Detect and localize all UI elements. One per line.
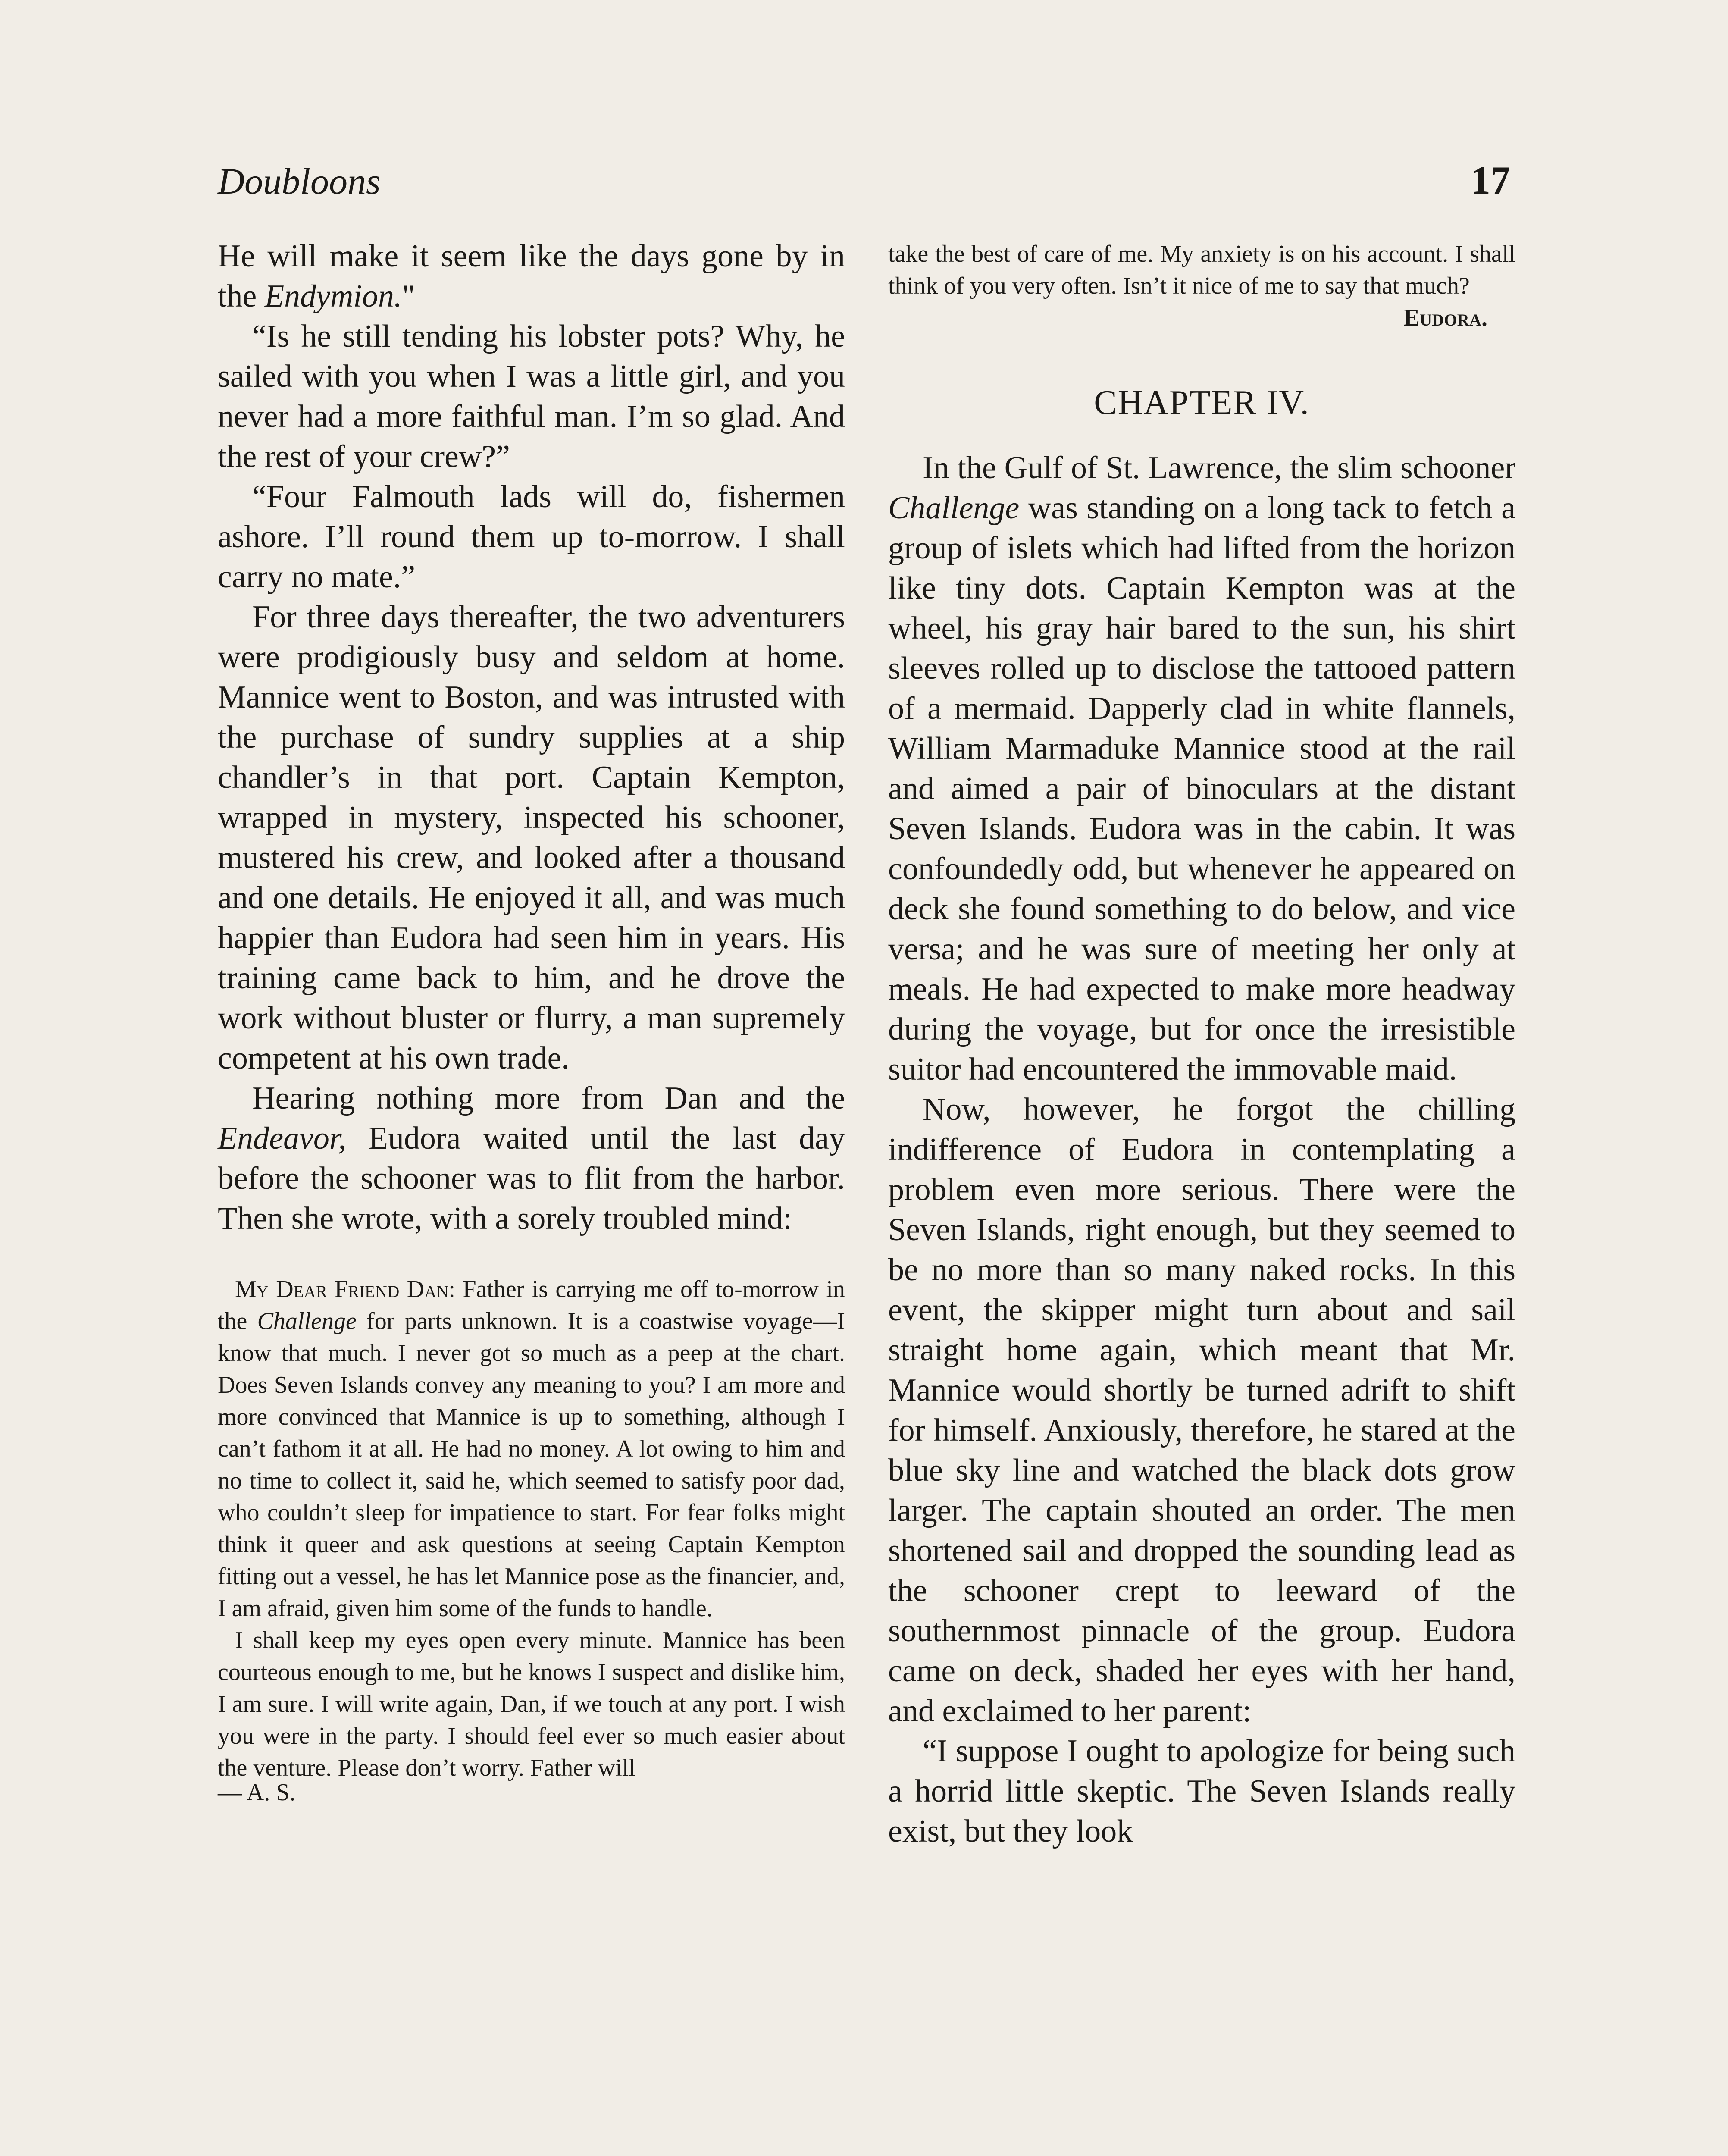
paragraph: “Is he still tending his lobster pots? Why, he sailed with you when I was a little girl, and you never had a more faithful man. I’m so glad. And the rest of your crew?” — [218, 319, 845, 474]
text-run: Father is carrying me off to-morrow in the — [218, 1276, 845, 1335]
paragraph: “I suppose I ought to apologize for being such a horrid little skeptic. The Seven Islands really exist, but they look — [888, 1733, 1515, 1849]
paragraph — [888, 448, 1515, 1090]
page-number: 17 — [1471, 158, 1510, 202]
text-run: for parts unknown. It is a coastwise voyage—I know that much. I never got so much as a peep at the chart. Does Seven Islands convey any meaning to you? I am more and more convinced that Mannice is up to something, although I can’t fathom it at all. He had no money. A lot owing to him and no time to collect it, said he, which seemed to satisfy poor dad, who couldn’t sleep for impatience to start. For fear folks might think it queer and ask questions at seeing Captain Kempton fitting out a vessel, he has let Mannice pose as the financier, and, I am afraid, given him some of the funds to handle. — [218, 1308, 845, 1622]
page-header — [218, 157, 1510, 203]
running-title: Doubloons — [218, 160, 381, 202]
ship-name: Endymion. — [264, 279, 402, 314]
text-run: He will make it seem like the days gone by in the — [218, 238, 845, 314]
right-column — [888, 238, 1515, 1852]
paragraph — [218, 236, 845, 317]
ship-name: Endeavor, — [218, 1121, 346, 1156]
letter-paragraph: I shall keep my eyes open every minute. Mannice has been courteous enough to me, but he knows I suspect and dislike him, I am sure. I will write again, Dan, if we touch at any port. I wish you were in the party. I should feel ever so much easier about the venture. Please don’t worry. Father will — [218, 1627, 845, 1781]
paragraph: For three days thereafter, the two adventurers were prodigiously busy and seldom at home. Mannice went to Boston, and was intrusted with the purchase of sundry supplies at a ship chandler’s in that port. Captain Kempton, wrapped in mystery, inspected his schooner, mustered his crew, and looked after a thousand and one details. He enjoyed it all, and was much happier than Eudora had seen him in years. His training came back to him, and he drove the work without bluster or flurry, a man supremely competent at his own trade. — [218, 599, 845, 1076]
text-run: " — [402, 279, 415, 314]
chapter-heading: CHAPTER IV. — [1094, 384, 1310, 422]
paragraph — [218, 1078, 845, 1239]
text-run: Hearing nothing more from Dan and the — [252, 1081, 845, 1116]
text-run: In the Gulf of St. Lawrence, the slim schooner — [923, 450, 1515, 486]
letter — [218, 1273, 845, 1806]
letter-paragraph — [218, 1273, 845, 1624]
letter-signature: Eudora. — [1403, 304, 1487, 331]
ship-name: Challenge — [257, 1308, 357, 1335]
ship-name: Challenge — [888, 490, 1020, 526]
left-column — [218, 236, 845, 1806]
paragraph: Now, however, he forgot the chilling indifference of Eudora in contemplating a problem even more serious. There were the Seven Islands, right enough, but they seemed to be no more than so many naked rocks. In this event, the skipper might turn about and sail straight home again, which meant that Mr. Mannice would shortly be turned adrift to shift for himself. Anxiously, therefore, he stared at the blue sky line and watched the black dots grow larger. The captain shouted an order. The men shortened sail and dropped the sounding lead as the schooner crept to leeward of the southernmost pinnacle of the group. Eudora came on deck, shaded her eyes with her hand, and exclaimed to her parent: — [888, 1092, 1515, 1729]
letter-salutation: My Dear Friend Dan: — [235, 1276, 455, 1303]
text-run: was standing on a long tack to fetch a group of islets which had lifted from the horizon like tiny dots. Captain Kempton was at the wheel, his gray hair bared to the sun, his shirt sleeves rolled up to disclose the tattooed pattern of a mermaid. Dapperly clad in white flannels, William Marmaduke Mannice stood at the rail and aimed a pair of binoculars at the distant Seven Islands. Eudora was in the cabin. It was confoundedly odd, but whenever he appeared on deck she found something to do below, and vice versa; and he was sure of meeting her only at meals. He had expected to make more headway during the voyage, but for once the irresistible suitor had encountered the immovable maid. — [888, 490, 1515, 1087]
paragraph: “Four Falmouth lads will do, fishermen ashore. I’ll round them up to-morrow. I shall carry no mate.” — [218, 479, 845, 595]
letter-paragraph: take the best of care of me. My anxiety is on his account. I shall think of you very often. Isn’t it nice of me to say that much? — [888, 241, 1515, 299]
cutoff-line: — A. S. — [218, 1779, 296, 1806]
letter-continued — [888, 238, 1515, 302]
text-run: Eudora waited until the last day before the schooner was to flit from the harbor. Then she wrote, with a sorely troubled mind: — [218, 1121, 845, 1236]
